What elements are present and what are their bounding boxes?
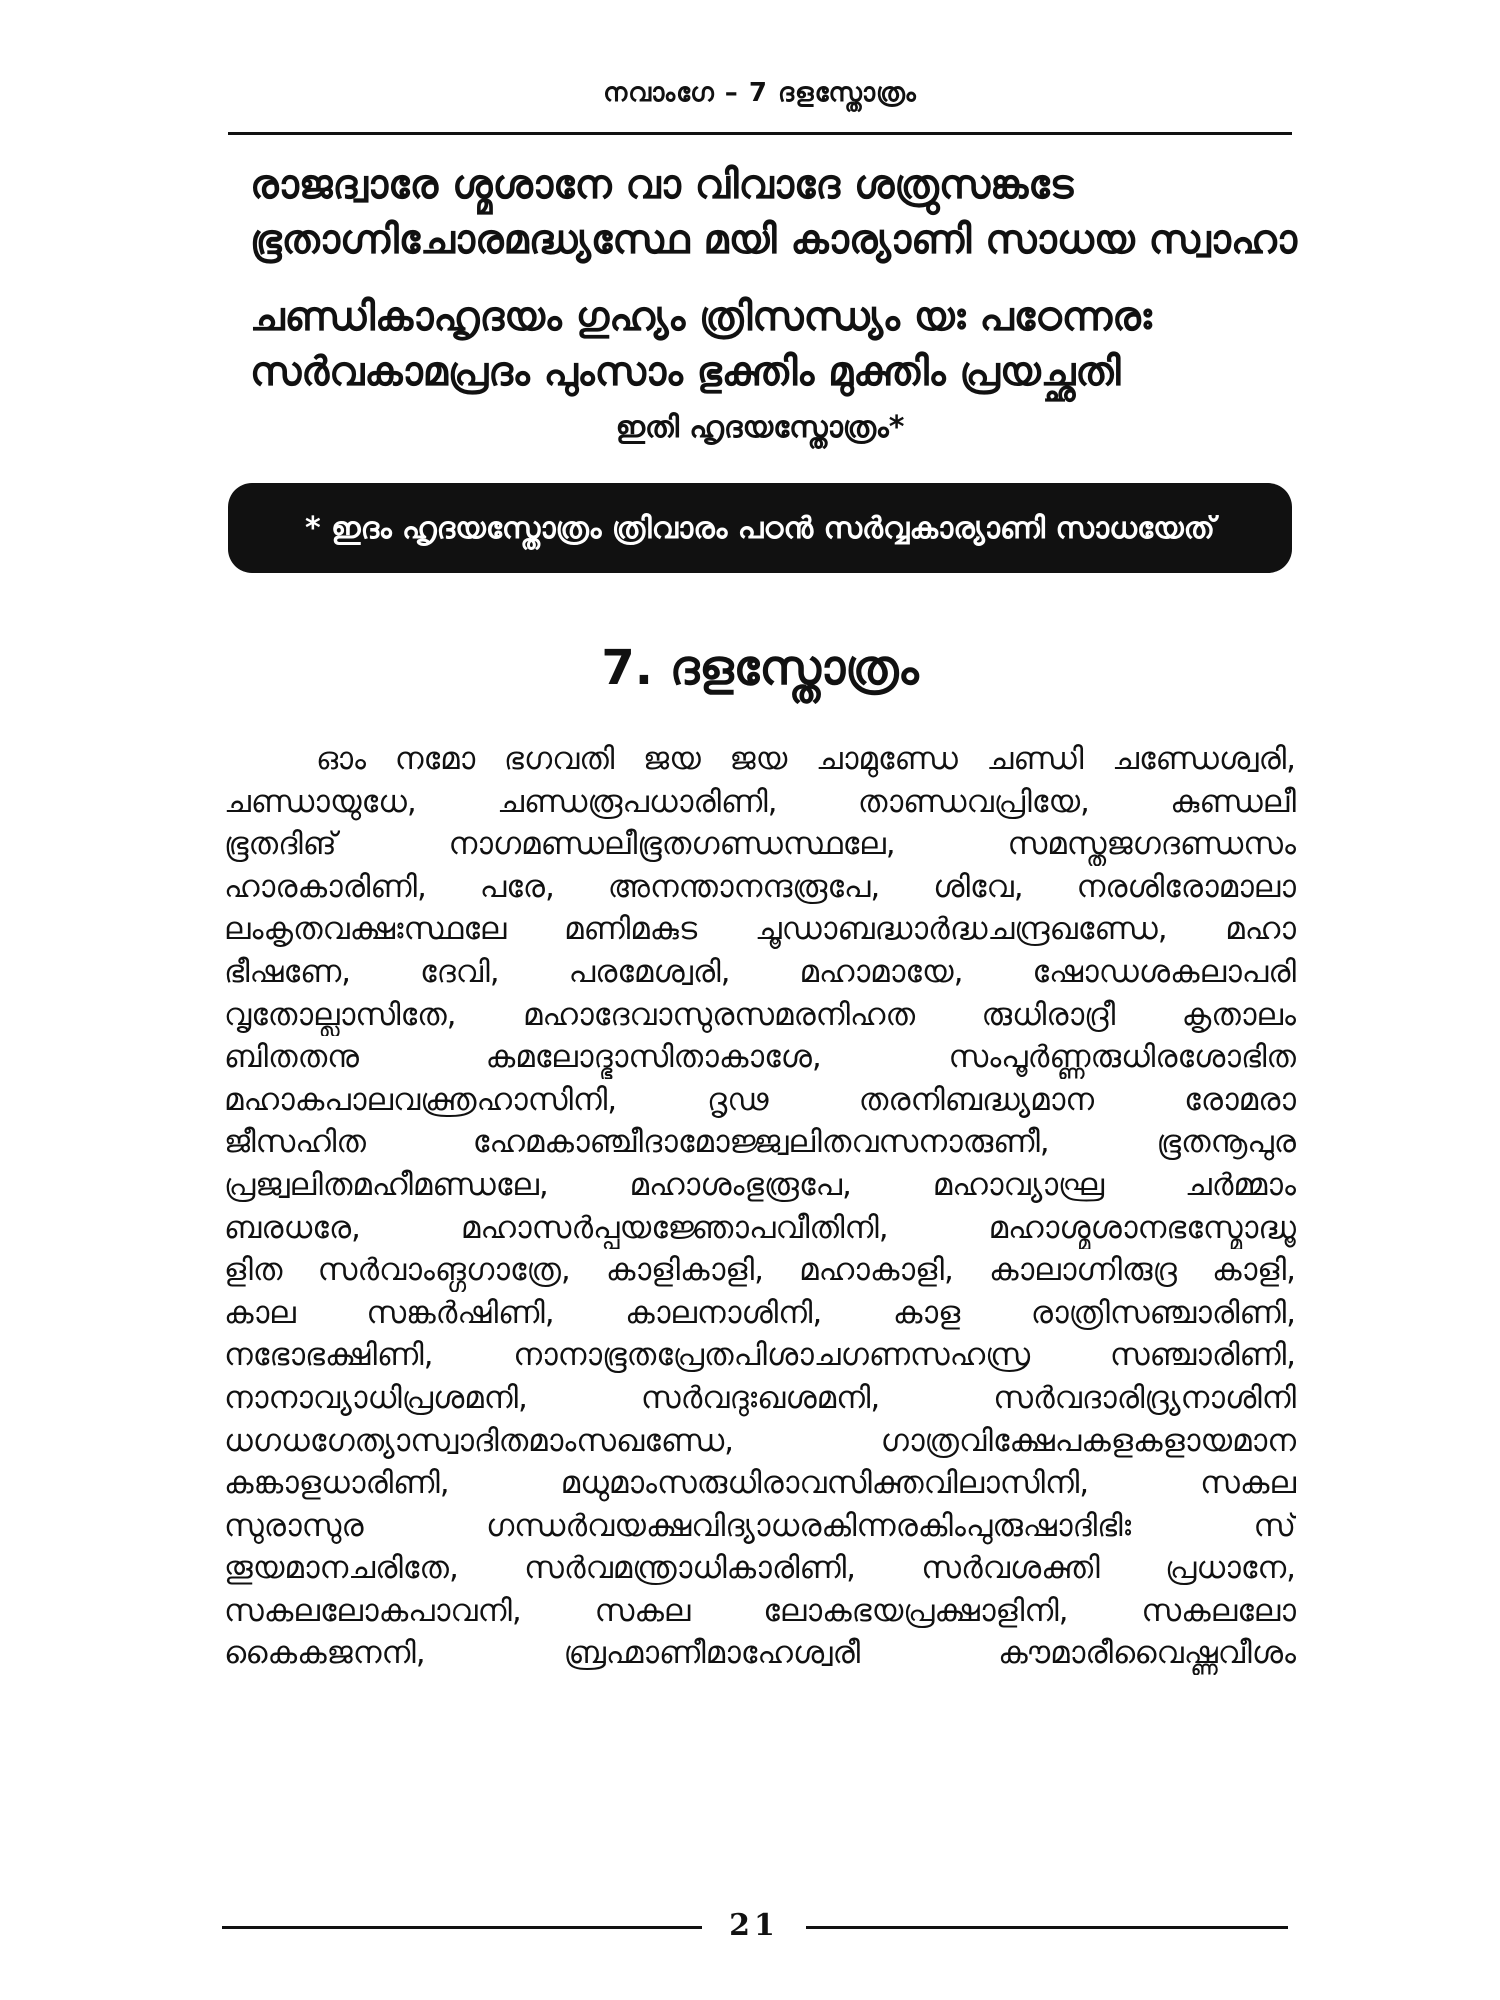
body-line: ലംകൃതവക്ഷഃസ്ഥലേ മണിമകുട ചൂഡാബദ്ധാർദ്ധചന്ദ്രഖണ്ഡേ, മഹാ [224,911,1296,948]
running-header: നവാംഗേ – 7 ദളസ്തോത്രം [603,78,917,108]
verse-2-line-2: സർവകാമപ്രദം പുംസാം ഭുക്തിം മുക്തിം പ്രയച്ഛതി [250,349,1121,395]
body-line: സകലലോകപാവനി, സകല ലോകഭയപ്രക്ഷാളിനി, സകലലോ [224,1592,1296,1629]
verse-2-line-1: ചണ്ഡികാഹൃദയം ഗുഹ്യം ത്രിസന്ധ്യം യഃ പഠേന്നരഃ [250,294,1152,340]
body-line: ജീസഹിത ഹേമകാഞ്ചീദാമോജ്ജ്വലിതവസനാരുണീ, ഭൂതനൂപുര [224,1124,1296,1161]
body-line: പ്രജ്വലിതമഹീമണ്ഡലേ, മഹാശംഭുരൂപേ, മഹാവ്യാഘ്ര ചർമ്മാം [224,1166,1296,1203]
body-line: സുരാസുര ഗന്ധർവയക്ഷവിദ്യാധരകിന്നരകിംപുരുഷാദിഭിഃ സ് [224,1507,1296,1544]
body-line: തൂയമാനചരിതേ, സർവമന്ത്രാധികാരിണി, സർവശക്തി പ്രധാനേ, [224,1550,1296,1587]
body-line: ളിത സർവാംങ്ഗഗാത്രേ, കാളികാളി, മഹാകാളി, കാലാഗ്നിരുദ്ര കാളി, [224,1252,1296,1289]
body-line: ബരധരേ, മഹാസർപ്പയജ്ഞോപവീതിനി, മഹാശ്മശാനഭസ്മോദ്ധൂ [224,1209,1296,1246]
verse-1-line-1: രാജദ്വാരേ ശ്മശാനേ വാ വിവാദേ ശത്രുസങ്കടേ [250,162,1074,208]
body-line: കാല സങ്കർഷിണി, കാലനാശിനി, കാള രാത്രിസഞ്ചാരിണി, [224,1294,1296,1331]
footnote-text: * ഇദം ഹൃദയസ്തോത്രം ത്രിവാരം പഠൻ സർവ്വകാര്യാണി സാധയേത് [305,510,1215,546]
body-line: കങ്കാളധാരിണി, മധുമാംസരുധിരാവസിക്തവിലാസിനി, സകല [224,1465,1296,1502]
footer-rule-right [806,1926,1288,1929]
section-title: 7. ദളസ്തോത്രം [601,640,919,696]
body-paragraph [224,738,1296,1675]
body-line: ചണ്ഡായുധേ, ചണ്ഡരൂപധാരിണി, താണ്ഡവപ്രിയേ, കുണ്ഡലീ [224,783,1296,820]
iti-line: ഇതി ഹൃദയസ്തോത്രം* [615,410,905,445]
verse-block-1 [250,158,1297,268]
body-line: കൈകജനനി, ബ്രഹ്മാണീമാഹേശ്വരീ കൗമാരീവൈഷ്ണവീശം [224,1635,1296,1672]
body-line: ഓം നമോ ഭഗവതി ജയ ജയ ചാമുണ്ഡേ ചണ്ഡി ചണ്ഡേശ്വരി, [316,741,1296,777]
body-line: വൃതോല്ലാസിതേ, മഹാദേവാസുരസമരനിഹത രുധിരാദ്രീ കൃതാലം [224,996,1296,1033]
body-line: ഭീഷണേ, ദേവി, പരമേശ്വരി, മഹാമായേ, ഷോഡശകലാപരി [224,953,1296,990]
body-line: ഹാരകാരിണി, പരേ, അനന്താനന്ദരൂപേ, ശിവേ, നരശിരോമാലാ [224,868,1296,905]
body-line: നഭോഭക്ഷിണി, നാനാഭൂതപ്രേതപിശാചഗണസഹസ്ര സഞ്ചാരിണി, [224,1337,1296,1374]
header-rule [228,132,1292,135]
body-line: നാനാവ്യാധിപ്രശമനി, സർവദുഃഖശമനി, സർവദാരിദ്ര്യനാശിനി [224,1379,1296,1416]
body-line: മഹാകപാലവക്ത്രഹാസിനി, ദൃഢ തരനിബദ്ധ്യമാന രോമരാ [224,1081,1296,1118]
verse-block-2 [250,290,1290,400]
body-line: ബിതതനു കമലോദ്ഭാസിതാകാശേ, സംപൂർണ്ണരുധിരശോഭിത [224,1039,1296,1076]
body-line: ധഗധഗേത്യാസ്വാദിതമാംസഖണ്ഡേ, ഗാത്രവിക്ഷേപകളകളായമാന [224,1422,1296,1459]
body-line: ഭൂതദിങ് നാഗമണ്ഡലീഭൂതഗണ്ഡസ്ഥലേ, സമസ്തജഗദണ്ഡസം [224,826,1296,863]
footnote-box [228,483,1292,573]
page-number: 21 [729,1908,779,1943]
footer-rule-left [222,1926,702,1929]
verse-1-line-2: ഭൂതാഗ്നിചോരമദ്ധ്യസ്ഥേ മയി കാര്യാണി സാധയ സ്വാഹാ [250,217,1297,263]
